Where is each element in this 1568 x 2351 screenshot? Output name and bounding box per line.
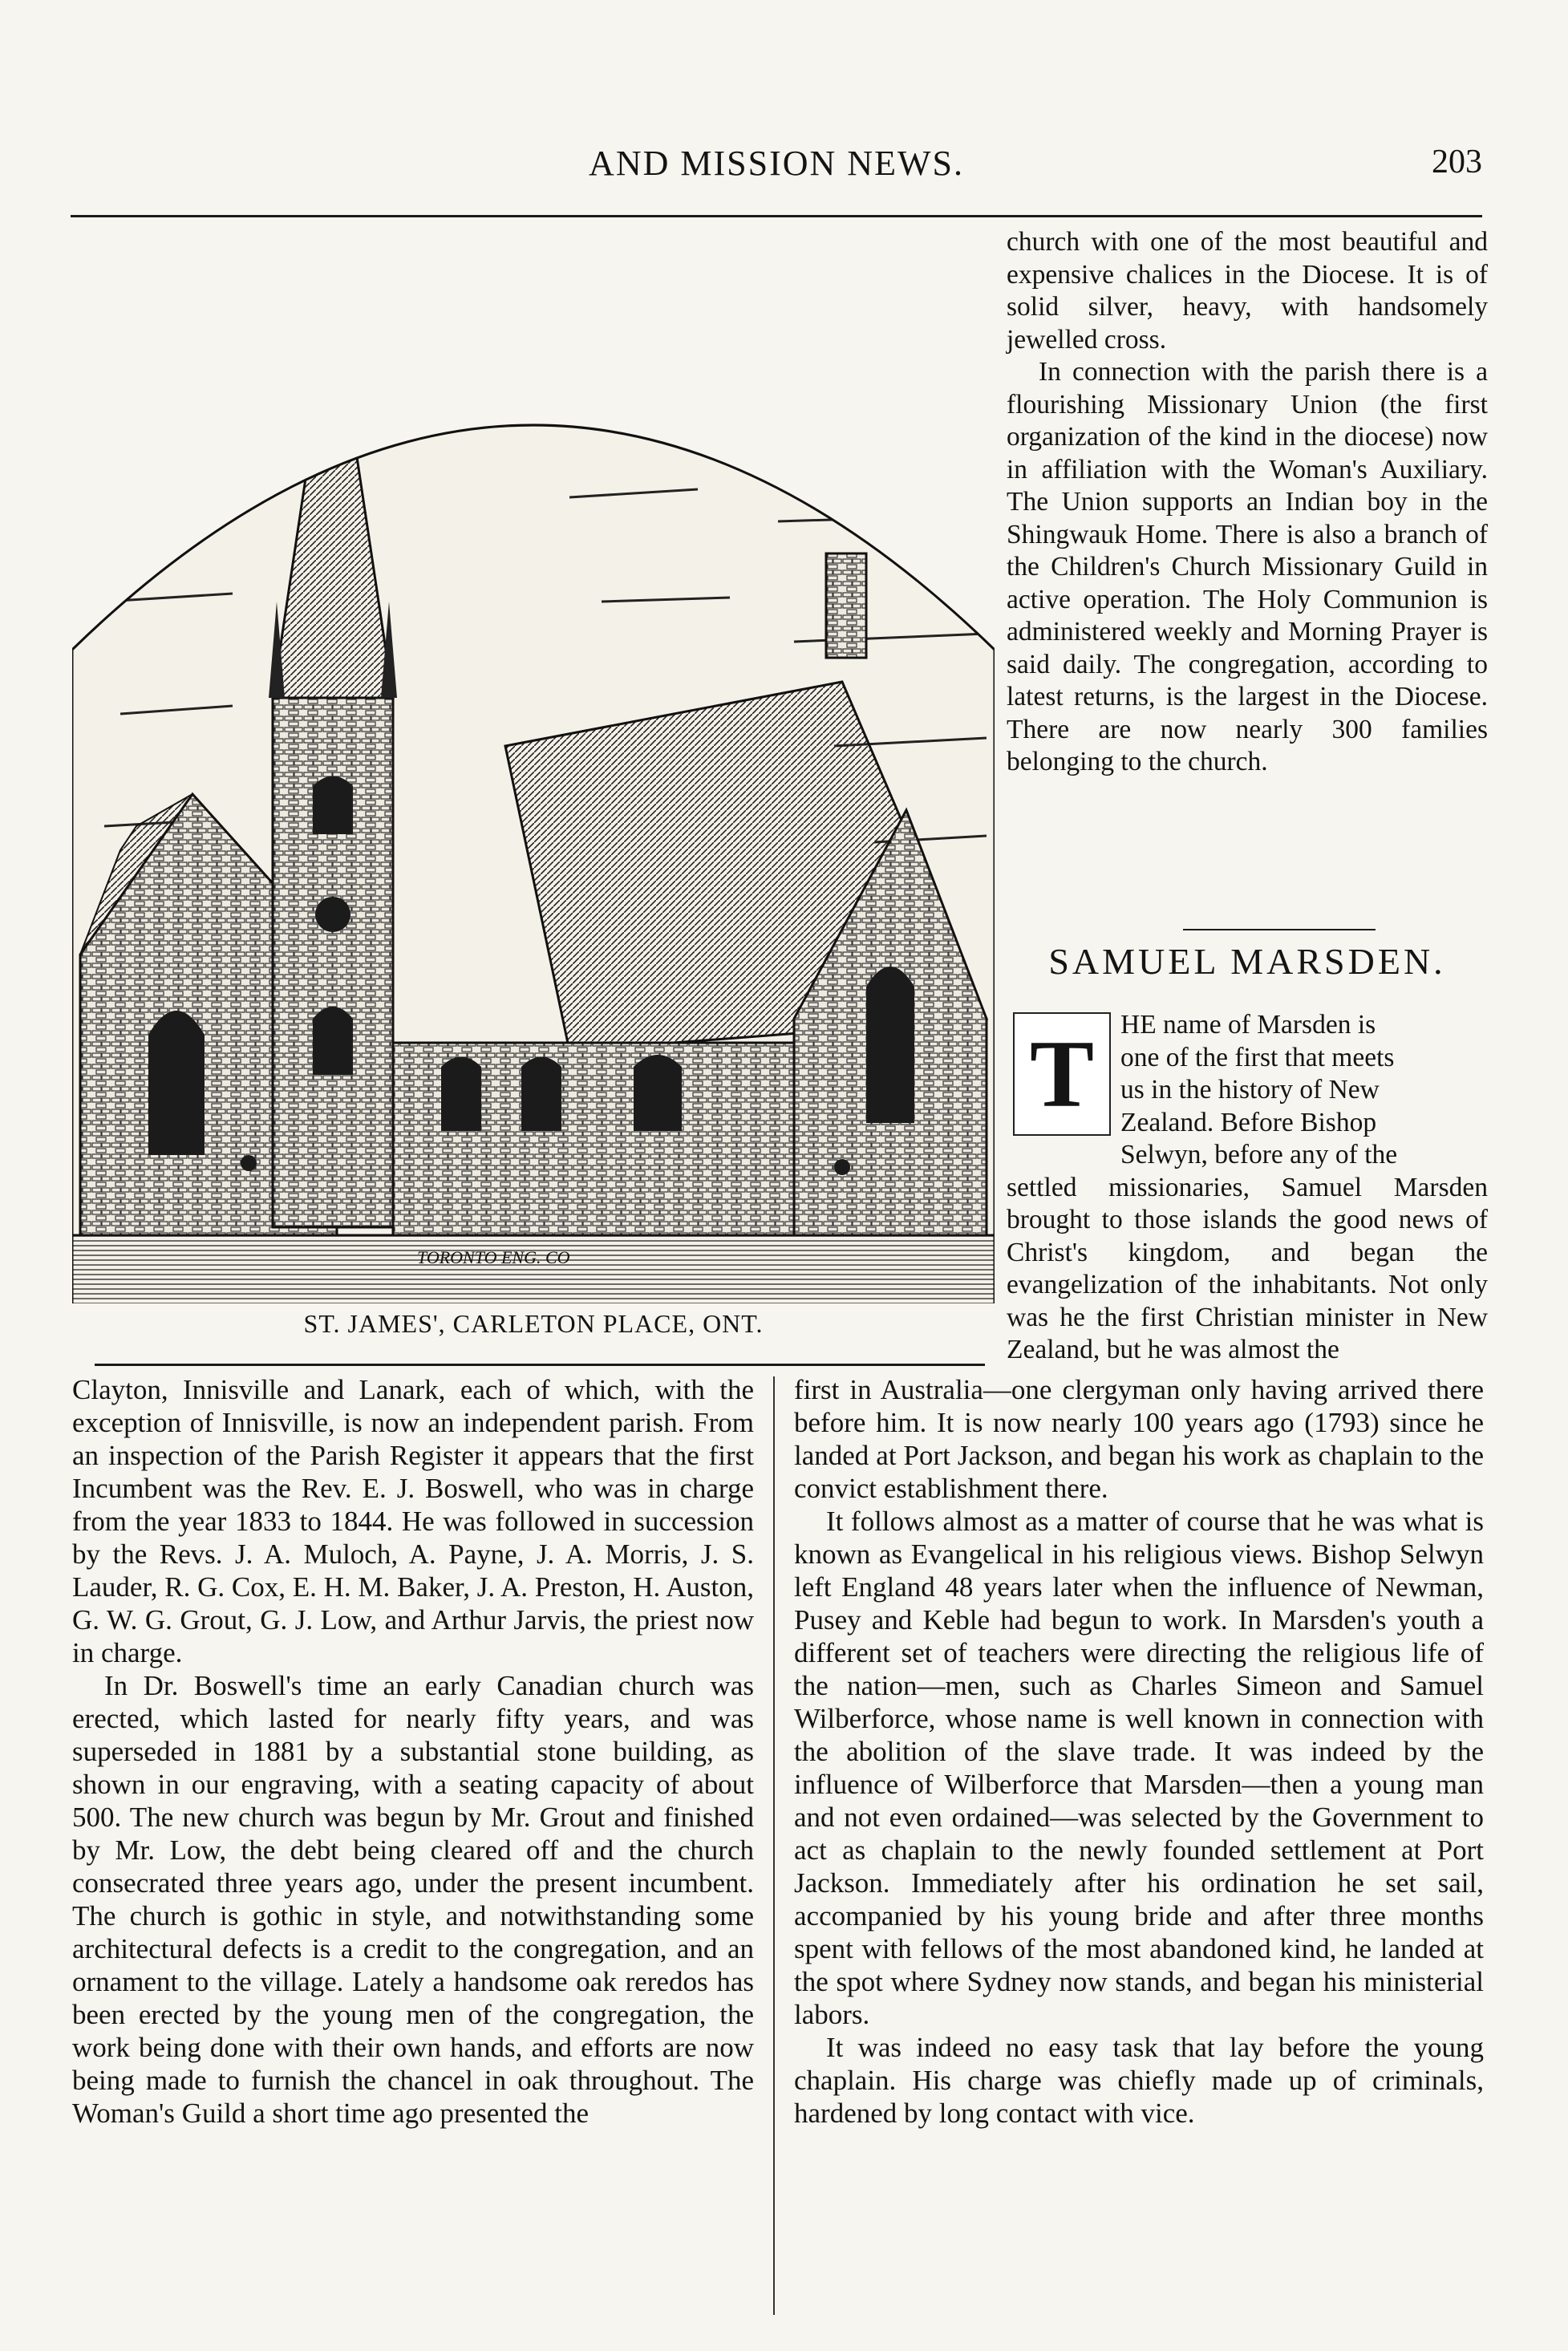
intro-line: HE name of Marsden is <box>1120 1010 1376 1040</box>
intro-line: one of the first that meets <box>1120 1042 1395 1072</box>
section-heading: SAMUEL MARSDEN. <box>1048 941 1446 982</box>
paragraph: church with one of the most beautiful and expensive chalices in the Diocese. It is of solid silver, heavy, with handsomely jewelled cross. <box>1007 227 1488 355</box>
right-column-top <box>1007 226 1488 779</box>
illustration-caption: ST. JAMES', CARLETON PLACE, ONT. <box>303 1309 764 1338</box>
paragraph: Clayton, Innisville and Lanark, each of which, with the exception of Innisville, is now an independent parish. From an inspection of the Parish Register it appears that the first Incumbent was the Rev. E. J. Boswell, who was in charge from the year 1833 to 1844. He was followed in succession by the Revs. J. A. Muloch, A. Payne, J. A. Morris, J. S. Lauder, R. G. Cox, E. H. M. Baker, J. A. Preston, H. Auston, G. W. G. Grout, G. J. Low, and Arthur Jarvis, the priest now in charge. <box>72 1374 754 1668</box>
paragraph: In connection with the parish there is a flourishing Missionary Union (the first organization of the kind in the diocese) now in affiliation with the Woman's Auxiliary. The Union supports an Indian boy in the Shingwauk Home. There is also a branch of the Children's Church Missionary Guild in active operation. The Holy Communion is administered weekly and Morning Prayer is said daily. The congregation, according to latest returns, is the largest in the Diocese. There are now nearly 300 families belonging to the church. <box>1007 357 1488 776</box>
right-column <box>794 1373 1484 2130</box>
paragraph: first in Australia—one clergyman only having arrived there before him. It is now nearly 100 years ago (1793) since he landed at Port Jackson, and began his work as chaplain to the convict establishment there. <box>794 1374 1484 1504</box>
running-header <box>71 143 1482 191</box>
section-intro <box>1007 1009 1488 1367</box>
intro-line: us in the history of New <box>1120 1075 1380 1105</box>
section-divider <box>1183 929 1376 930</box>
engraver-mark: TORONTO ENG. CO <box>417 1247 570 1267</box>
paragraph: It was indeed no easy task that lay before the young chaplain. His charge was chiefly made up of criminals, hardened by long contact with vice. <box>794 2032 1484 2129</box>
church-engraving <box>72 233 995 1303</box>
column-divider <box>773 1376 775 2315</box>
paragraph: settled missionaries, Samuel Marsden brought to those islands the good news of Christ's kingdom, and began the evangelization of the inhabitants. Not only was he the first Christian minister in New Zealand, but he was almost the <box>1007 1172 1488 1364</box>
ornamental-dropcap: T <box>1013 1012 1111 1136</box>
page-number: 203 <box>1432 144 1482 180</box>
paragraph: In Dr. Boswell's time an early Canadian church was erected, which lasted for nearly fifty years, and was superseded in 1881 by a substantial stone building, as shown in our engraving, with a seating capacity of about 500. The new church was begun by Mr. Grout and finished by Mr. Low, the debt being cleared off and the church consecrated three years ago, under the present incumbent. The church is gothic in style, and notwithstanding some architectural defects is a credit to the congregation, and an ornament to the village. Lately a handsome oak reredos has been erected by the young men of the congregation, the work being done with their own hands, and efforts are now being made to furnish the chancel in oak throughout. The Woman's Guild a short time ago presented the <box>72 1670 754 2129</box>
left-column <box>72 1373 754 2130</box>
intro-line: Zealand. Before Bishop <box>1120 1107 1377 1137</box>
intro-line: Selwyn, before any of the <box>1120 1140 1398 1169</box>
caption-rule <box>95 1364 985 1366</box>
header-rule <box>71 215 1482 217</box>
header-title: AND MISSION NEWS. <box>589 144 964 183</box>
paragraph: It follows almost as a matter of course that he was what is known as Evangelical in his religious views. Bishop Selwyn left England 48 years later when the influence of Newman, Pusey and Keble had begun to work. In Marsden's youth a different set of teachers were directing the religious life of the nation—men, such as Charles Simeon and Samuel Wilberforce, whose name is well known in connection with the abolition of the slave trade. It was indeed by the influence of Wilberforce that Marsden—then a young man and not even ordained—was selected by the Government to act as chaplain to the newly founded settlement at Port Jackson. Immediately after his ordination he set sail, accompanied by his young bride and after three months spent with fellows of the most abandoned kind, he landed at the spot where Sydney now stands, and began his ministerial labors. <box>794 1506 1484 2030</box>
